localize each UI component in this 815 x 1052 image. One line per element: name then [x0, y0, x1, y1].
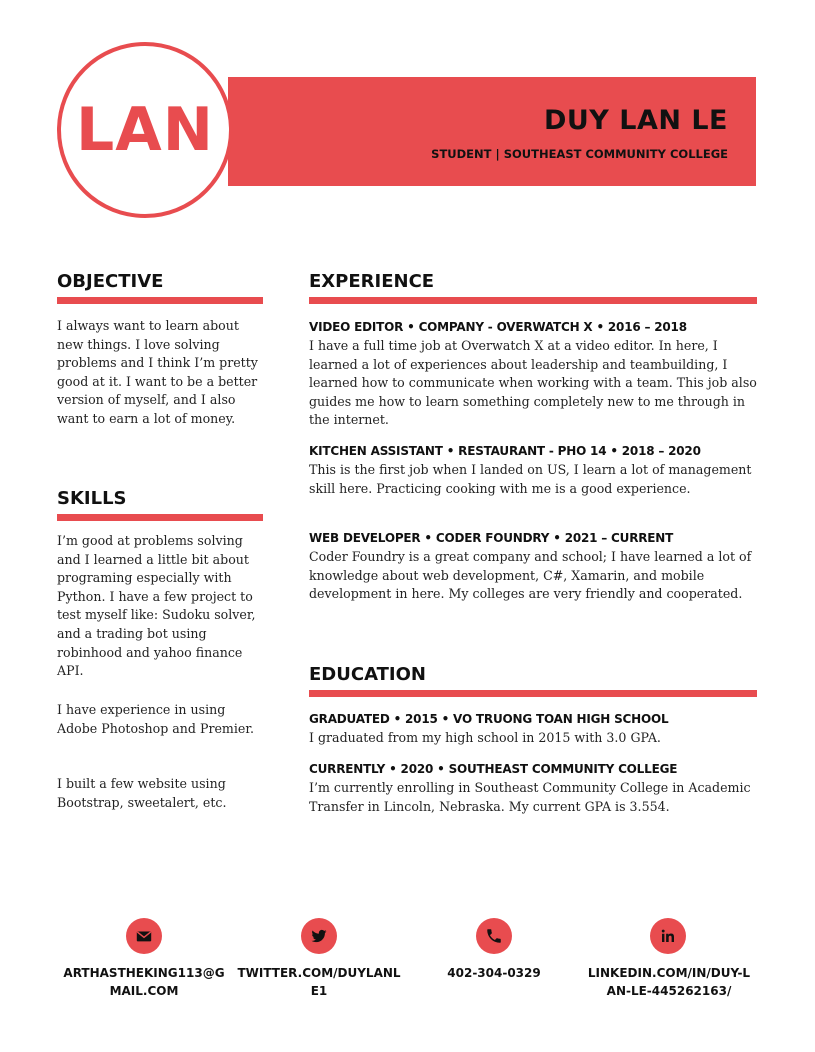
skills-paragraph: I have experience in using Adobe Photoshop and Premier.	[57, 702, 254, 736]
objective-rule	[57, 297, 263, 304]
contact-phone[interactable]: 402-304-0329	[447, 966, 541, 980]
education-item-description: I’m currently enrolling in Southeast Community College in Academic Transfer in Lincoln, Nebraska. My current GPA is 3.554.	[309, 780, 751, 814]
education-title: EDUCATION	[309, 664, 426, 685]
job-description: Coder Foundry is a great company and school; I have learned a lot of knowledge about web development, C#, Xamarin, and mobile development in here. My colleges are very friendly and cooperated.	[309, 549, 752, 602]
objective-text: I always want to learn about new things. I love solving problems and I think I’m pretty good at it. I want to be a better version of myself, and I also want to earn a lot of money.	[57, 318, 258, 426]
experience-title: EXPERIENCE	[309, 271, 435, 292]
initials: LAN	[76, 95, 214, 165]
skills-rule	[57, 514, 263, 521]
objective-title: OBJECTIVE	[57, 271, 164, 292]
phone-icon[interactable]	[476, 918, 512, 954]
education-item-description: I graduated from my high school in 2015 with 3.0 GPA.	[309, 730, 661, 745]
job-description: I have a full time job at Overwatch X at a video editor. In here, I learned a lot of experiences about leadership and teambuilding, I learned how to communicate when working with a team. This job also guides me how to learn something completely new to me through in the internet.	[309, 338, 757, 428]
education-item-title: CURRENTLY • 2020 • SOUTHEAST COMMUNITY COLLEGE	[309, 762, 678, 776]
linkedin-icon[interactable]	[650, 918, 686, 954]
experience-rule	[309, 297, 757, 304]
skills-paragraph: I’m good at problems solving and I learned a little bit about programing especially with Python. I have a few project to test myself like: Sudoku solver, and a trading bot using robinhood and yahoo finance API.	[57, 533, 256, 679]
contact-linkedin[interactable]: LINKEDIN.COM/IN/DUY-LAN-LE-445262163/	[587, 966, 751, 998]
job-title: VIDEO EDITOR • COMPANY - OVERWATCH X • 2016 – 2018	[309, 320, 687, 334]
twitter-icon[interactable]	[301, 918, 337, 954]
education-item-title: GRADUATED • 2015 • VO TRUONG TOAN HIGH SCHOOL	[309, 712, 669, 726]
job-description: This is the first job when I landed on US, I learn a lot of management skill here. Practicing cooking with me is a good experience.	[309, 462, 752, 496]
contact-twitter[interactable]: TWITTER.COM/DUYLANLE1	[237, 966, 401, 998]
initials-badge	[57, 42, 233, 218]
skills-title: SKILLS	[57, 488, 127, 509]
contact-email[interactable]: ARTHASTHEKING113@GMAIL.COM	[63, 966, 225, 998]
job-title: WEB DEVELOPER • CODER FOUNDRY • 2021 – CURRENT	[309, 531, 674, 545]
education-rule	[309, 690, 757, 697]
skills-paragraph: I built a few website using Bootstrap, sweetalert, etc.	[57, 776, 227, 810]
job-title: KITCHEN ASSISTANT • RESTAURANT - PHO 14 • 2018 – 2020	[309, 444, 701, 458]
envelope-icon[interactable]	[126, 918, 162, 954]
subtitle: STUDENT | SOUTHEAST COMMUNITY COLLEGE	[431, 147, 728, 161]
header-banner	[228, 77, 756, 186]
full-name: DUY LAN LE	[543, 105, 728, 136]
